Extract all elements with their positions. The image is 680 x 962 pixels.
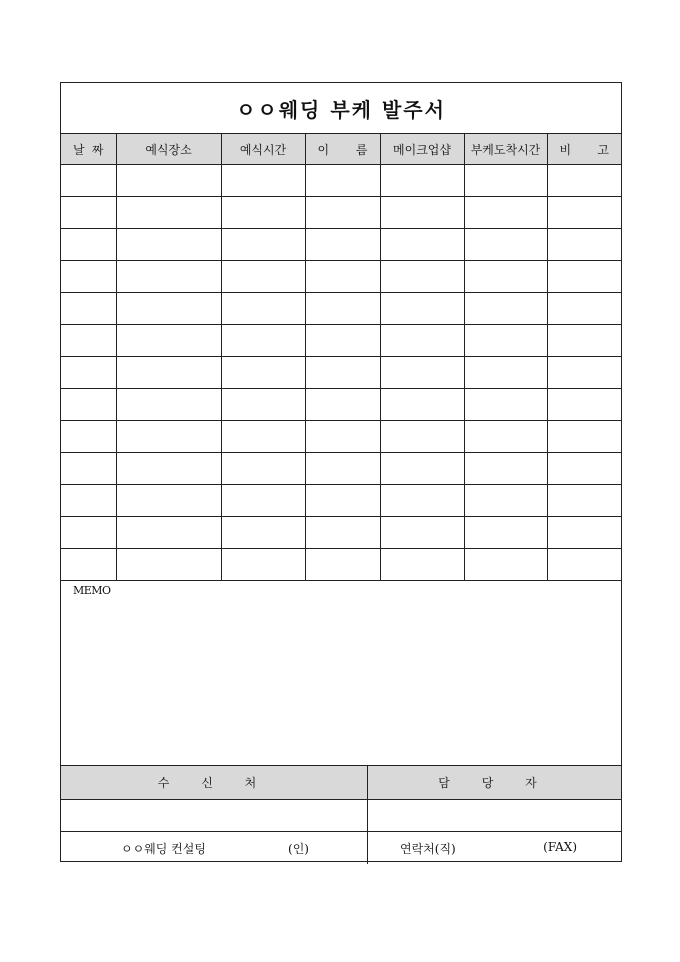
table-cell[interactable] [464,165,547,197]
table-cell[interactable] [547,389,621,421]
table-row [61,517,621,549]
table-header-row [61,134,621,165]
table-cell[interactable] [221,485,305,517]
table-cell[interactable] [305,197,380,229]
table-row [61,261,621,293]
table-cell[interactable] [464,197,547,229]
col-header-bouquet-arrival: 부케도착시간 [464,134,547,165]
table-row [61,389,621,421]
table-cell[interactable] [61,549,116,581]
table-cell[interactable] [61,261,116,293]
table-cell[interactable] [116,485,221,517]
table-row [61,453,621,485]
table-body [61,165,621,581]
table-cell[interactable] [221,357,305,389]
table-cell[interactable] [380,517,464,549]
table-cell[interactable] [116,421,221,453]
table-cell[interactable] [464,549,547,581]
table-cell[interactable] [221,293,305,325]
table-cell[interactable] [380,165,464,197]
table-cell[interactable] [380,325,464,357]
table-cell[interactable] [221,453,305,485]
table-cell[interactable] [305,485,380,517]
table-cell[interactable] [116,197,221,229]
table-cell[interactable] [380,261,464,293]
recipient-field[interactable] [61,800,368,831]
table-row [61,485,621,517]
table-cell[interactable] [305,421,380,453]
table-cell[interactable] [116,229,221,261]
table-cell[interactable] [116,357,221,389]
table-cell[interactable] [61,197,116,229]
table-cell[interactable] [305,293,380,325]
col-header-venue: 예식장소 [116,134,221,165]
table-cell[interactable] [116,165,221,197]
table-cell[interactable] [305,165,380,197]
table-cell[interactable] [464,261,547,293]
table-cell[interactable] [380,485,464,517]
col-header-time: 예식시간 [221,134,305,165]
company-cell [61,832,368,864]
table-cell[interactable] [547,165,621,197]
table-row [61,549,621,581]
footer-section [61,766,621,864]
order-table [61,134,621,581]
table-cell[interactable] [116,261,221,293]
table-cell[interactable] [380,197,464,229]
table-cell[interactable] [464,325,547,357]
contact-label: 연락처(직) [400,841,456,856]
table-cell[interactable] [116,389,221,421]
table-cell[interactable] [61,517,116,549]
col-header-name: 이 름 [305,134,380,165]
table-cell[interactable] [61,293,116,325]
table-cell[interactable] [116,549,221,581]
table-cell[interactable] [61,325,116,357]
table-cell[interactable] [305,229,380,261]
table-row [61,357,621,389]
table-cell[interactable] [464,517,547,549]
memo-area[interactable] [61,581,621,766]
table-cell[interactable] [305,549,380,581]
table-cell[interactable] [547,549,621,581]
table-cell[interactable] [221,389,305,421]
table-cell[interactable] [464,485,547,517]
table-cell[interactable] [380,453,464,485]
table-cell[interactable] [61,357,116,389]
table-cell[interactable] [221,197,305,229]
table-cell[interactable] [547,517,621,549]
footer-header-row [61,766,621,800]
table-cell[interactable] [61,165,116,197]
table-row [61,197,621,229]
table-cell[interactable] [380,293,464,325]
manager-field[interactable] [368,800,621,831]
table-cell[interactable] [305,261,380,293]
seal-mark: (인) [288,841,309,856]
table-cell[interactable] [547,229,621,261]
fax-label: (FAX) [543,839,577,854]
table-cell[interactable] [116,293,221,325]
table-cell[interactable] [116,453,221,485]
table-cell[interactable] [380,421,464,453]
table-cell[interactable] [547,485,621,517]
contact-cell [368,832,621,864]
table-cell[interactable] [221,421,305,453]
table-cell[interactable] [380,389,464,421]
table-cell[interactable] [464,293,547,325]
table-cell[interactable] [116,325,221,357]
table-row [61,293,621,325]
table-cell[interactable] [61,453,116,485]
memo-label: MEMO [73,584,111,597]
table-cell[interactable] [547,357,621,389]
table-cell[interactable] [61,229,116,261]
table-cell[interactable] [221,325,305,357]
table-cell[interactable] [305,517,380,549]
form-title: ㅇㅇ웨딩 부케 발주서 [61,83,621,134]
table-row [61,421,621,453]
table-cell[interactable] [464,421,547,453]
table-cell[interactable] [547,325,621,357]
table-cell[interactable] [547,453,621,485]
table-cell[interactable] [61,485,116,517]
table-cell[interactable] [380,549,464,581]
table-cell[interactable] [305,453,380,485]
col-header-makeup-shop: 메이크업샵 [380,134,464,165]
table-cell[interactable] [547,197,621,229]
footer-sign-row [61,832,621,864]
table-cell[interactable] [547,421,621,453]
table-cell[interactable] [464,229,547,261]
table-cell[interactable] [464,453,547,485]
table-cell[interactable] [464,389,547,421]
table-cell[interactable] [221,261,305,293]
table-cell[interactable] [547,293,621,325]
table-cell[interactable] [221,517,305,549]
order-form [60,82,622,862]
table-cell[interactable] [221,165,305,197]
table-cell[interactable] [305,389,380,421]
table-row [61,229,621,261]
table-cell[interactable] [305,325,380,357]
col-header-date: 날 짜 [61,134,116,165]
table-cell[interactable] [221,549,305,581]
table-row [61,165,621,197]
table-cell[interactable] [305,357,380,389]
manager-header: 담 당 자 [368,766,621,799]
table-cell[interactable] [61,421,116,453]
table-cell[interactable] [380,357,464,389]
footer-blank-row [61,800,621,832]
col-header-notes: 비 고 [547,134,621,165]
table-cell[interactable] [380,229,464,261]
table-row [61,325,621,357]
table-cell[interactable] [221,229,305,261]
table-cell[interactable] [61,389,116,421]
table-cell[interactable] [116,517,221,549]
table-cell[interactable] [464,357,547,389]
table-cell[interactable] [547,261,621,293]
company-name: ㅇㅇ웨딩 컨설팅 [121,841,206,856]
recipient-header: 수 신 처 [61,766,368,799]
